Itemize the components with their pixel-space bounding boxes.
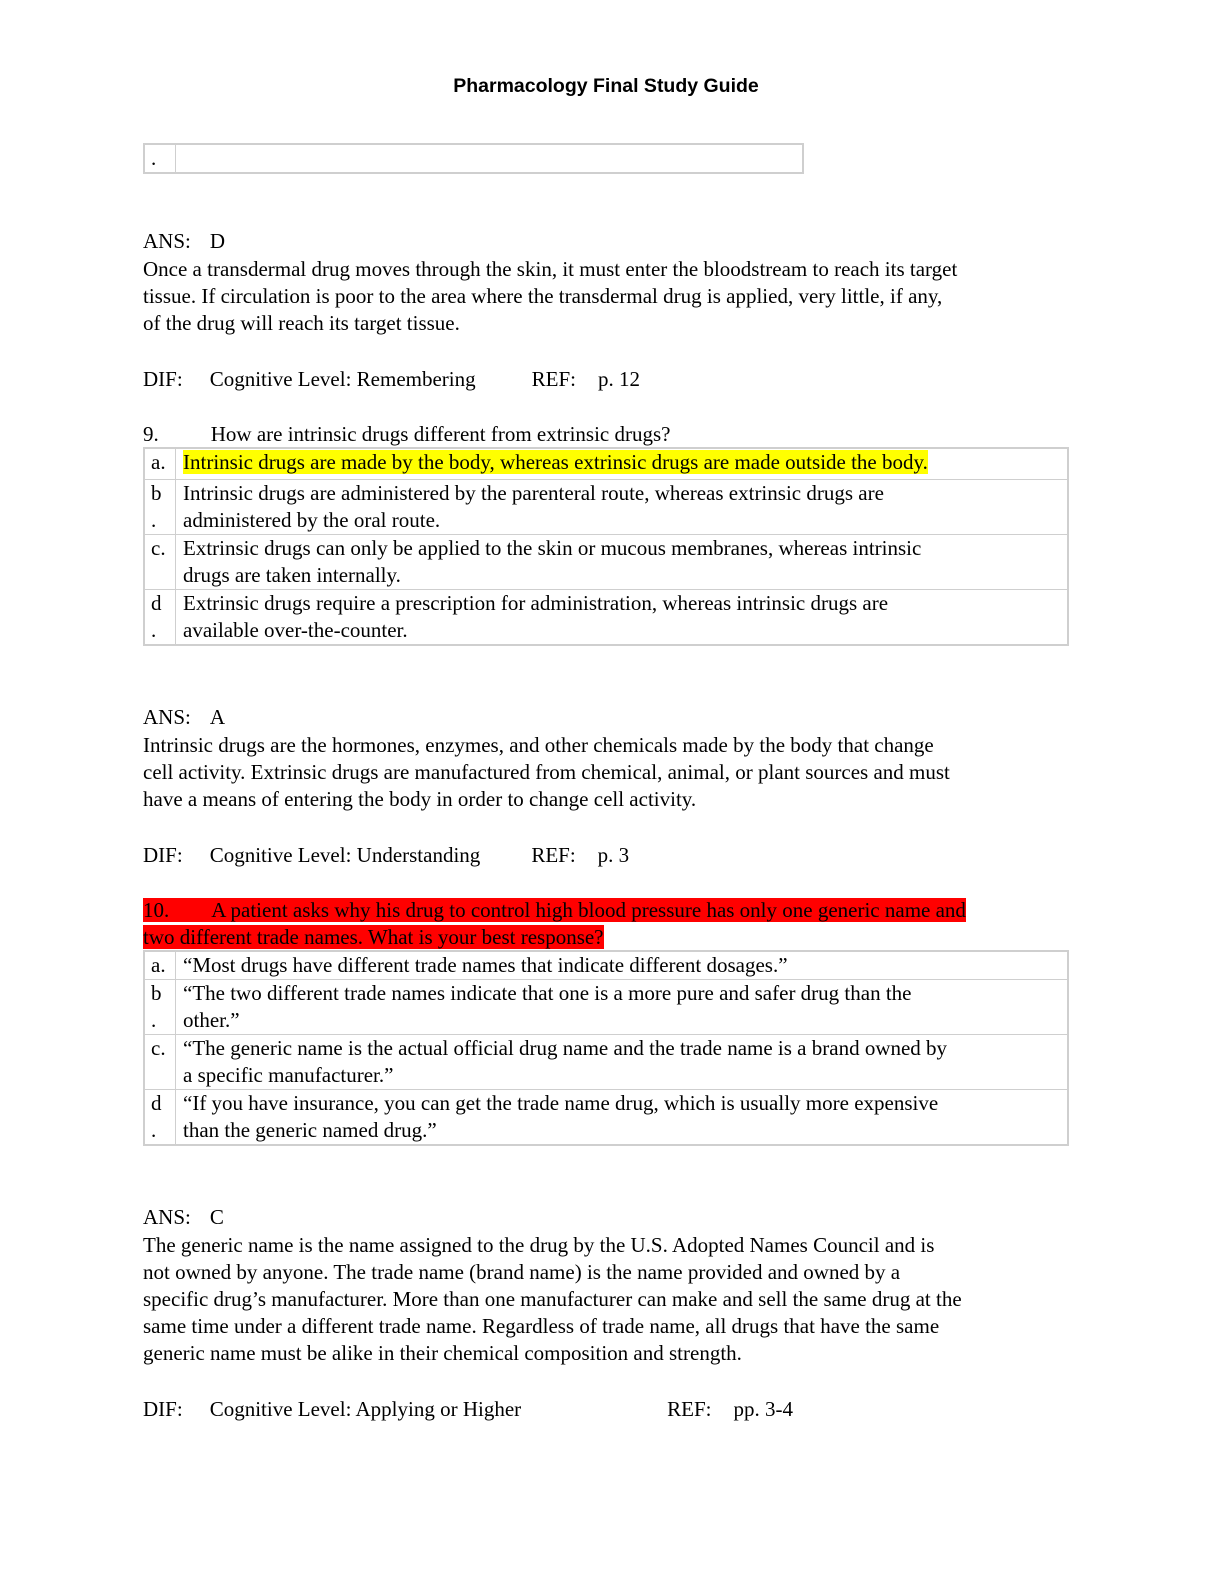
rationale-line: generic name must be alike in their chemical composition and strength. — [143, 1341, 742, 1365]
rationale-line: not owned by anyone. The trade name (brand name) is the name provided and owned by a — [143, 1260, 901, 1284]
option-text-line: Extrinsic drugs require a prescription for administration, whereas intrinsic drugs are — [183, 591, 889, 615]
option-letter: d . — [144, 1090, 176, 1146]
answer-line — [143, 228, 225, 255]
option-table-stub — [143, 143, 804, 174]
question-line — [143, 421, 670, 448]
option-letter: b . — [144, 980, 176, 1035]
option-text-line: Extrinsic drugs can only be applied to the skin or mucous membranes, whereas intrinsic — [183, 536, 922, 560]
option-table — [143, 950, 1069, 1146]
option-letter: a. — [144, 951, 176, 980]
rationale-line: Intrinsic drugs are the hormones, enzymes, and other chemicals made by the body that change — [143, 733, 934, 757]
question-block — [143, 897, 1069, 951]
dif-label: DIF: — [143, 1397, 183, 1421]
page-title: Pharmacology Final Study Guide — [453, 75, 759, 97]
ref-label: REF: — [531, 843, 576, 867]
option-letter: a. — [144, 448, 176, 480]
ans-value: C — [209, 1205, 224, 1229]
option-text-line: available over-the-counter. — [183, 618, 408, 642]
question-text: A patient asks why his drug to control high blood pressure has only one generic name and — [211, 898, 966, 922]
ans-value: D — [209, 229, 226, 253]
option-text — [176, 448, 1069, 480]
option-text: “Most drugs have different trade names that indicate different dosages.” — [176, 951, 1069, 980]
option-text — [176, 535, 1069, 590]
question-text: How are intrinsic drugs different from extrinsic drugs? — [210, 422, 671, 446]
option-text-line: Intrinsic drugs are administered by the parenteral route, whereas extrinsic drugs are — [183, 481, 884, 505]
option-letter: b . — [144, 480, 176, 535]
option-text-line: administered by the oral route. — [183, 508, 441, 532]
rationale-line: tissue. If circulation is poor to the area where the transdermal drug is applied, very little, if any, — [143, 284, 943, 308]
flagged-question-highlight — [143, 898, 966, 922]
question-line — [143, 924, 1069, 951]
dif-ref-line — [143, 1396, 793, 1423]
rationale-line: specific drug’s manufacturer. More than one manufacturer can make and sell the same drug at the — [143, 1287, 962, 1311]
option-row — [144, 590, 1068, 646]
option-text-line: drugs are taken internally. — [183, 563, 401, 587]
dif-value: Cognitive Level: Remembering — [209, 367, 476, 391]
option-text-line: “The two different trade names indicate that one is a more pure and safer drug than the — [183, 981, 912, 1005]
option-letter: c. — [144, 1035, 176, 1090]
answer-line — [143, 1204, 224, 1231]
ref-value: pp. 3-4 — [733, 1397, 793, 1421]
option-letter-char: b — [151, 981, 162, 1005]
correct-answer-highlight: Intrinsic drugs are made by the body, whereas extrinsic drugs are made outside the body. — [183, 450, 928, 474]
option-text-line: than the generic named drug.” — [183, 1118, 437, 1142]
ans-label: ANS: — [143, 229, 191, 253]
ref-label: REF: — [667, 1397, 712, 1421]
option-row — [144, 535, 1068, 590]
option-letter-char: d — [151, 1091, 162, 1115]
dif-label: DIF: — [143, 367, 183, 391]
option-row — [144, 448, 1068, 480]
option-text-line: other.” — [183, 1008, 240, 1032]
dif-ref-line — [143, 842, 629, 869]
dif-value: Cognitive Level: Applying or Higher — [209, 1397, 522, 1421]
option-text — [176, 590, 1069, 646]
question-number: 10. — [143, 898, 170, 922]
rationale-line: cell activity. Extrinsic drugs are manufactured from chemical, animal, or plant sources and must — [143, 760, 950, 784]
ans-label: ANS: — [143, 1205, 191, 1229]
rationale-line: have a means of entering the body in order to change cell activity. — [143, 787, 697, 811]
option-text — [176, 1035, 1069, 1090]
option-text — [176, 144, 804, 173]
option-text — [176, 480, 1069, 535]
answer-line — [143, 704, 225, 731]
option-text — [176, 980, 1069, 1035]
rationale-line: Once a transdermal drug moves through the skin, it must enter the bloodstream to reach its target — [143, 257, 958, 281]
flagged-question-highlight: two different trade names. What is your best response? — [143, 925, 604, 949]
rationale — [143, 1232, 1073, 1367]
option-letter: c. — [144, 535, 176, 590]
rationale-line: of the drug will reach its target tissue. — [143, 311, 460, 335]
ref-value: p. 12 — [597, 367, 640, 391]
option-letter: . — [144, 144, 176, 173]
option-row — [144, 1090, 1068, 1146]
ans-label: ANS: — [143, 705, 191, 729]
option-text-line: “The generic name is the actual official drug name and the trade name is a brand owned by — [183, 1036, 948, 1060]
ref-label: REF: — [531, 367, 576, 391]
option-row — [144, 980, 1068, 1035]
question-number: 9. — [143, 422, 159, 446]
option-text — [176, 1090, 1069, 1146]
ans-value: A — [209, 705, 226, 729]
dif-ref-line — [143, 366, 640, 393]
ref-value: p. 3 — [597, 843, 630, 867]
option-row — [144, 1035, 1068, 1090]
rationale — [143, 256, 1073, 337]
dif-value: Cognitive Level: Understanding — [209, 843, 481, 867]
rationale-line: same time under a different trade name. Regardless of trade name, all drugs that have the same — [143, 1314, 940, 1338]
option-letter: d . — [144, 590, 176, 646]
rationale — [143, 732, 1073, 813]
option-row — [144, 480, 1068, 535]
option-table — [143, 447, 1069, 646]
dif-label: DIF: — [143, 843, 183, 867]
option-row — [144, 951, 1068, 980]
rationale-line: The generic name is the name assigned to the drug by the U.S. Adopted Names Council and is — [143, 1233, 935, 1257]
question-line — [143, 897, 1069, 924]
option-text-line: a specific manufacturer.” — [183, 1063, 394, 1087]
option-text-line: “If you have insurance, you can get the trade name drug, which is usually more expensive — [183, 1091, 939, 1115]
